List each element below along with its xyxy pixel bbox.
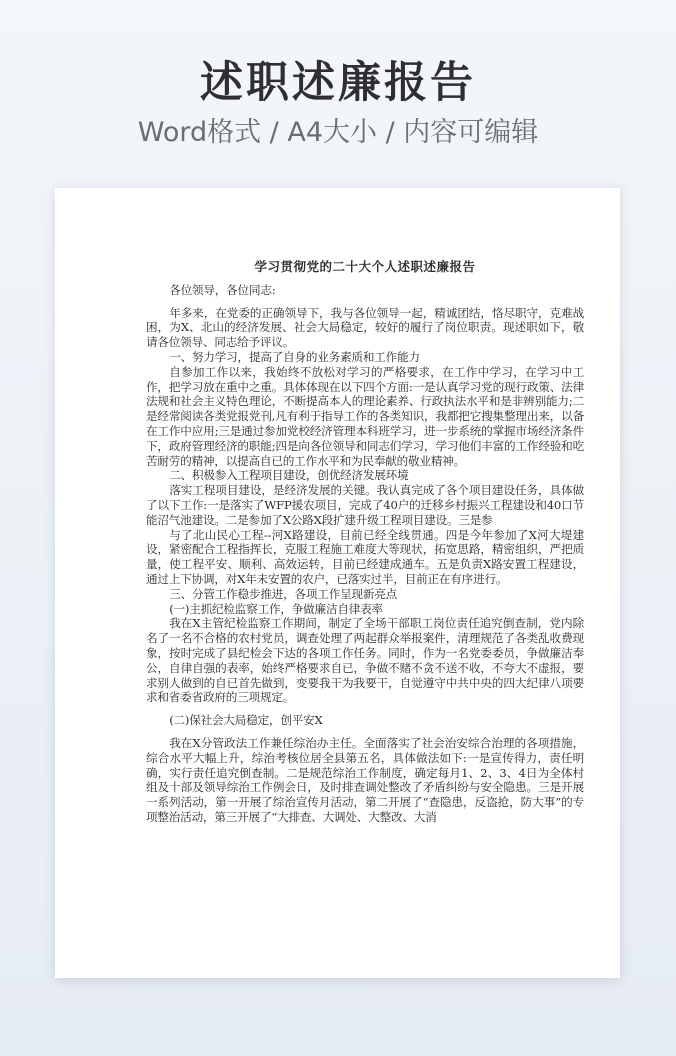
subsection-heading: (一)主抓纪检监察工作，争做廉洁自律表率: [169, 601, 383, 616]
document-title: 学习贯彻党的二十大个人述职述廉报告: [254, 259, 476, 274]
paragraph: 我在X分管政法工作兼任综治办主任。全面落实了社会治安综合治理的各项措施，综合水平大幅上升，综治考核位居全县第五名，具体做法如下:一是宣传得力，责任明确，实行责任追究倒查制。二是规范综治工作制度，确定每月1、2、3、4日为全体村组及十部及领导综治工作例会日，及时排查调处整改了矛盾纠纷与安全隐患。三是开展一系列活动，第一开展了综治宣传月活动，第二开展了“查隐患，反盗抢，防大事”的专项整治活动，第三开展了“大排查、大调处、大整改、大消: [146, 735, 584, 824]
section-heading: 三、分管工作稳步推进，各项工作呈现新亮点: [169, 586, 398, 601]
section-heading: 一、努力学习，提高了自身的业务素质和工作能力: [169, 349, 420, 364]
banner-title: 述职述廉报告: [200, 58, 476, 108]
greeting: 各位领导，各位同志:: [169, 282, 276, 297]
paragraph: 年多来，在党委的正确领导下，我与各位领导一起，精诚团结，恪尽职守，克难战困，为X、北山的经济发展、社会大局稳定，较好的履行了岗位职责。现述职如下，敬请各位领导、同志给予评议。: [146, 305, 584, 350]
paragraph: 落实工程项目建设，是经济发展的关键。我认真完成了各个项目建设任务，具体做了以下工作:一是落实了WFP援农项目，完成了40户的迁移乡村振兴工程建设和40口节能沼气池建设。二是参加了X公路X段扩建升级工程项目建设。三是参: [146, 483, 584, 527]
paragraph: 自参加工作以来，我始终不放松对学习的严格要求，在工作中学习，在学习中工作，把学习放在重中之重。具体体现在以下四个方面:一是认真学习党的现行政策、法律法规和社会主义特色理论，不断提高本人的理论素养、行政执法水平和是非辨别能力;二是经常阅读各类党报党刊,凡有利于指导工作的各类知识，我都把它搜集整理出来，以备在工作中应用;三是通过参加党校经济管理本科班学习，进一步系统的掌握市场经济条件下，政府管理经济的职能;四是向各位领导和同志们学习，学习他们丰富的工作经验和吃苦耐劳的精神，以提高自已的工作水平和为民奉献的敬业精神。: [146, 364, 584, 468]
paragraph: 与了北山民心工程--河X路建设，目前已经全线贯通。四是今年参加了X河大堤建设，紧密配合工程指挥长，克服工程施工难度大等现状，拓宽思路，精密组织，严把质量，使工程平安、顺利、高效运转，目前已经建成通车。五是负责X路安置工程建设，通过上下协调，对X年未安置的农户，已落实过半，目前正在有序进行。: [146, 527, 584, 586]
banner-subtitle: Word格式 / A4大小 / 内容可编辑: [137, 117, 539, 148]
document-body: [146, 260, 584, 825]
paragraph: 我在X主管纪检监察工作期间，制定了全场干部职工岗位责任追究倒查制，党内除名了一名不合格的农村党员，调查处理了两起群众举报案件，清理规范了各类乱收费现象，按时完成了县纪检会下达的各项工作任务。同时，作为一名党委委员，争做廉洁奉公，自律自强的表率，始终严格要求自已，争做不赌不贪不送不收，不夸大不虚报，要求别人做到的自已首先做到，变要我干为我要干，自觉遵守中共中央的四大纪律八项要求和省委省政府的三项规定。: [146, 616, 584, 705]
document-page: [55, 188, 620, 978]
subsection-heading: (二)保社会大局稳定，创平安X: [169, 713, 323, 728]
section-heading: 二、积极参入工程项目建设，创优经济发展环境: [169, 468, 409, 483]
